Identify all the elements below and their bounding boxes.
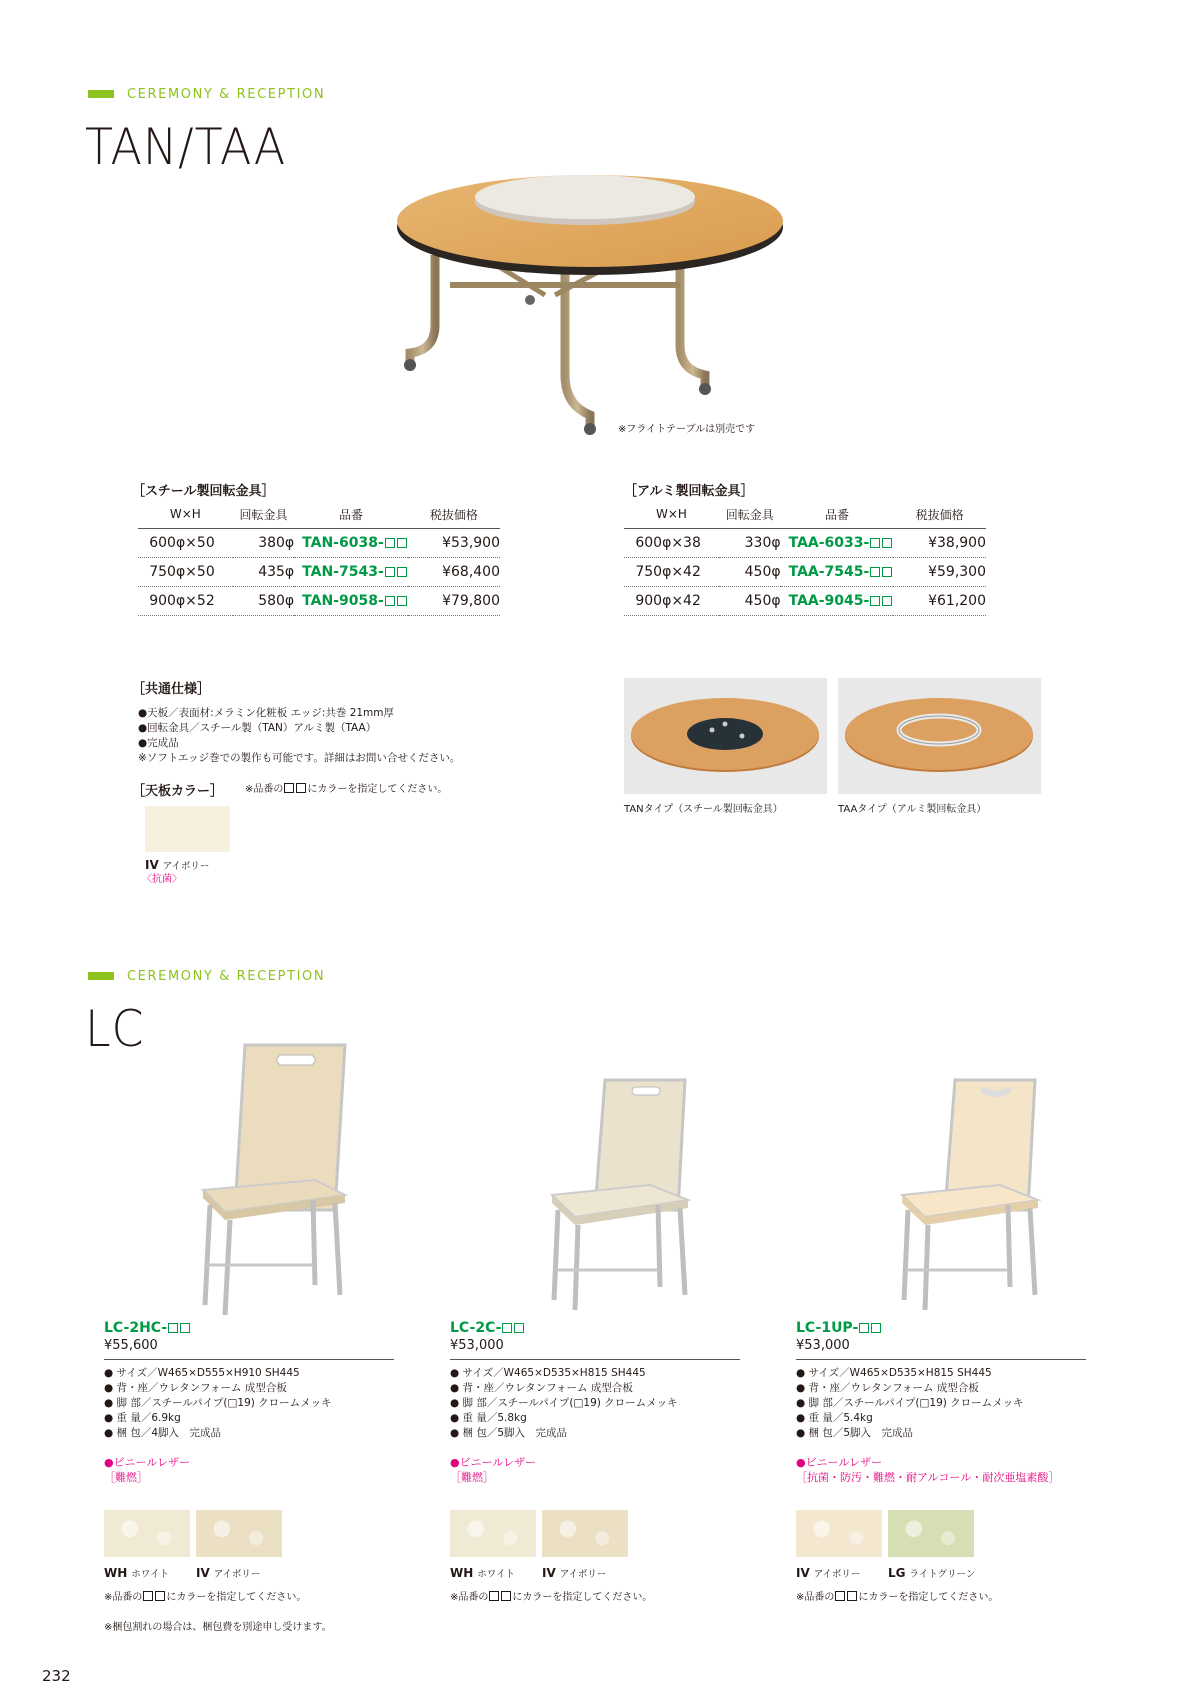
model-card-lc-1up xyxy=(796,1320,1086,1485)
product-code: TAN-7543- xyxy=(302,564,384,580)
color-name: アイボリー xyxy=(162,861,210,872)
material-note: ［難燃］ xyxy=(104,1471,148,1484)
category-label: CEREMONY & RECEPTION xyxy=(127,87,326,102)
taa-type-photo xyxy=(838,678,1041,794)
note-text: にカラーを指定してください。 xyxy=(166,1592,307,1603)
rotor-cell: 450φ xyxy=(719,587,781,616)
antibacterial-note: 〈抗菌〉 xyxy=(142,874,182,885)
table-row xyxy=(624,529,986,558)
spec-line: ● サイズ／W465×D535×H815 SH445 xyxy=(796,1367,992,1379)
spec-line: ※ソフトエッジ巻での製作も可能です。詳細はお問い合せください。 xyxy=(138,752,461,764)
table-row xyxy=(138,558,500,587)
size-cell: 750φ×42 xyxy=(624,558,719,587)
tan-type-photo xyxy=(624,678,827,794)
material-label: ●ビニールレザー xyxy=(796,1456,883,1469)
chair-lc-2c-photo xyxy=(540,1075,700,1315)
spec-line: ● サイズ／W465×D535×H815 SH445 xyxy=(450,1367,646,1379)
model-code xyxy=(450,1320,740,1336)
color-code: WH xyxy=(104,1566,128,1580)
note-text: ※品番の xyxy=(104,1592,143,1603)
common-spec-heading: ［共通仕様］ xyxy=(132,682,211,697)
color-footnote xyxy=(104,1590,306,1605)
rotor-cell: 580φ xyxy=(233,587,294,616)
top-color-heading: ［天板カラー］ xyxy=(132,784,224,799)
divider xyxy=(104,1359,394,1360)
price-cell: ¥59,300 xyxy=(893,558,986,587)
model-code-text: LC-2HC- xyxy=(104,1320,168,1336)
model-card-lc-2c xyxy=(450,1320,740,1485)
chair-lc-2hc-photo xyxy=(195,1040,355,1315)
swatch-label xyxy=(196,1566,260,1580)
spec-line: ● 脚 部／スチールパイプ(□19) クロームメッキ xyxy=(450,1397,678,1409)
spec-line: ● 背・座／ウレタンフォーム 成型合板 xyxy=(796,1382,979,1394)
model-spec-list xyxy=(104,1366,394,1441)
color-placeholder-boxes xyxy=(869,593,893,609)
packing-note: ※梱包割れの場合は、梱包費を別途申し受けます。 xyxy=(104,1622,332,1633)
material-label: ●ビニールレザー xyxy=(450,1456,537,1469)
model-code-text: LC-1UP- xyxy=(796,1320,859,1336)
rotor-cell: 435φ xyxy=(233,558,294,587)
color-name: アイボリー xyxy=(813,1569,861,1580)
color-placeholder-boxes xyxy=(384,535,408,551)
photo-note: ※フライトテーブルは別売です xyxy=(618,424,756,435)
round-table-photo xyxy=(380,175,800,485)
material-note: ［難燃］ xyxy=(450,1471,494,1484)
spec-line: ● 梱 包／5脚入 完成品 xyxy=(796,1427,914,1439)
col-header: 税抜価格 xyxy=(408,504,500,529)
size-cell: 600φ×50 xyxy=(138,529,233,558)
tan-type-caption: TANタイプ（スチール製回転金具） xyxy=(624,804,783,815)
color-swatch xyxy=(450,1510,536,1557)
model-price: ¥53,000 xyxy=(796,1338,850,1353)
color-footnote xyxy=(450,1590,652,1605)
code-cell xyxy=(781,529,894,558)
col-header: 回転金具 xyxy=(719,504,781,529)
product-title: TAN/TAA xyxy=(85,118,287,176)
code-cell xyxy=(294,587,408,616)
model-spec-list xyxy=(796,1366,1086,1441)
color-name: アイボリー xyxy=(559,1569,607,1580)
spec-line: ● 背・座／ウレタンフォーム 成型合板 xyxy=(104,1382,287,1394)
color-code: IV xyxy=(196,1566,210,1580)
color-code: LG xyxy=(888,1566,906,1580)
code-cell xyxy=(294,558,408,587)
col-header: W×H xyxy=(138,504,233,529)
color-code: WH xyxy=(450,1566,474,1580)
color-name: ホワイト xyxy=(477,1569,515,1580)
spec-line: ●回転金具／スチール製（TAN）アルミ製（TAA） xyxy=(138,722,377,734)
col-header: 品番 xyxy=(294,504,408,529)
model-code-text: LC-2C- xyxy=(450,1320,502,1336)
swatch-label xyxy=(104,1566,169,1580)
taa-type-caption: TAAタイプ（アルミ製回転金具） xyxy=(838,804,987,815)
rotor-cell: 330φ xyxy=(719,529,781,558)
price-cell: ¥38,900 xyxy=(893,529,986,558)
color-footnote xyxy=(796,1590,998,1605)
divider xyxy=(450,1359,740,1360)
divider xyxy=(796,1359,1086,1360)
model-code xyxy=(104,1320,394,1336)
material-note: ［抗菌・防汚・難燃・耐アルコール・耐次亜塩素酸］ xyxy=(796,1471,1060,1484)
table-row xyxy=(624,587,986,616)
product-code: TAN-9058- xyxy=(302,593,384,609)
color-name: ライトグリーン xyxy=(909,1569,976,1580)
spec-line: ● 脚 部／スチールパイプ(□19) クロームメッキ xyxy=(104,1397,332,1409)
spec-line: ● 重 量／5.8kg xyxy=(450,1412,527,1424)
spec-line: ● 梱 包／4脚入 完成品 xyxy=(104,1427,222,1439)
color-placeholder-boxes xyxy=(384,564,408,580)
color-swatch xyxy=(888,1510,974,1557)
color-placeholder-boxes xyxy=(384,593,408,609)
color-swatch xyxy=(542,1510,628,1557)
steel-spec-table xyxy=(138,504,500,616)
size-cell: 750φ×50 xyxy=(138,558,233,587)
alu-heading: ［アルミ製回転金具］ xyxy=(624,484,754,499)
product-code: TAA-9045- xyxy=(788,593,870,609)
rotor-cell: 450φ xyxy=(719,558,781,587)
swatch-label xyxy=(542,1566,606,1580)
color-swatch xyxy=(196,1510,282,1557)
chair-lc-1up-photo xyxy=(890,1075,1050,1315)
model-code xyxy=(796,1320,1086,1336)
spec-line: ● 背・座／ウレタンフォーム 成型合板 xyxy=(450,1382,633,1394)
swatch-label xyxy=(796,1566,860,1580)
color-swatch xyxy=(104,1510,190,1557)
note-text: ※品番の xyxy=(450,1592,489,1603)
spec-line: ● 脚 部／スチールパイプ(□19) クロームメッキ xyxy=(796,1397,1024,1409)
top-color-label xyxy=(145,858,209,872)
swatch-label xyxy=(450,1566,515,1580)
spec-line: ●天板／表面材:メラミン化粧板 エッジ:共巻 21mm厚 xyxy=(138,707,395,719)
spec-line: ● 重 量／5.4kg xyxy=(796,1412,873,1424)
code-cell xyxy=(781,587,894,616)
material-label: ●ビニールレザー xyxy=(104,1456,191,1469)
price-cell: ¥53,900 xyxy=(408,529,500,558)
model-price: ¥55,600 xyxy=(104,1338,158,1353)
col-header: W×H xyxy=(624,504,719,529)
alu-spec-table xyxy=(624,504,986,616)
spec-line: ● 重 量／6.9kg xyxy=(104,1412,181,1424)
swatch-label xyxy=(888,1566,975,1580)
note-text: ※品番の xyxy=(245,784,284,795)
color-name: アイボリー xyxy=(213,1569,261,1580)
rotor-cell: 380φ xyxy=(233,529,294,558)
col-header: 回転金具 xyxy=(233,504,294,529)
spec-line: ● サイズ／W465×D555×H910 SH445 xyxy=(104,1367,300,1379)
color-code: IV xyxy=(796,1566,810,1580)
model-card-lc-2hc xyxy=(104,1320,394,1485)
note-text: にカラーを指定してください。 xyxy=(512,1592,653,1603)
color-code: IV xyxy=(145,858,159,872)
section-marker xyxy=(88,90,114,98)
table-row xyxy=(138,587,500,616)
steel-heading: ［スチール製回転金具］ xyxy=(132,484,275,499)
category-label: CEREMONY & RECEPTION xyxy=(127,969,326,984)
col-header: 税抜価格 xyxy=(893,504,986,529)
spec-line: ● 梱 包／5脚入 完成品 xyxy=(450,1427,568,1439)
color-name: ホワイト xyxy=(131,1569,169,1580)
price-cell: ¥68,400 xyxy=(408,558,500,587)
note-text: にカラーを指定してください。 xyxy=(858,1592,999,1603)
note-text: にカラーを指定してください。 xyxy=(307,784,448,795)
table-row xyxy=(138,529,500,558)
table-row xyxy=(624,558,986,587)
size-cell: 900φ×52 xyxy=(138,587,233,616)
model-spec-list xyxy=(450,1366,740,1441)
color-swatch xyxy=(796,1510,882,1557)
product-code: TAA-7545- xyxy=(788,564,870,580)
size-cell: 600φ×38 xyxy=(624,529,719,558)
price-cell: ¥79,800 xyxy=(408,587,500,616)
code-cell xyxy=(294,529,408,558)
model-price: ¥53,000 xyxy=(450,1338,504,1353)
code-cell xyxy=(781,558,894,587)
common-spec-list xyxy=(138,706,460,766)
color-placeholder-boxes xyxy=(869,564,893,580)
product-title: LC xyxy=(85,1000,145,1058)
product-code: TAN-6038- xyxy=(302,535,384,551)
color-code: IV xyxy=(542,1566,556,1580)
product-code: TAA-6033- xyxy=(788,535,870,551)
page-number: 232 xyxy=(42,1667,71,1685)
price-cell: ¥61,200 xyxy=(893,587,986,616)
top-color-note xyxy=(245,782,447,797)
section-marker xyxy=(88,972,114,980)
col-header: 品番 xyxy=(781,504,894,529)
spec-line: ●完成品 xyxy=(138,737,179,749)
top-color-swatch xyxy=(145,806,230,852)
color-placeholder-boxes xyxy=(869,535,893,551)
size-cell: 900φ×42 xyxy=(624,587,719,616)
note-text: ※品番の xyxy=(796,1592,835,1603)
